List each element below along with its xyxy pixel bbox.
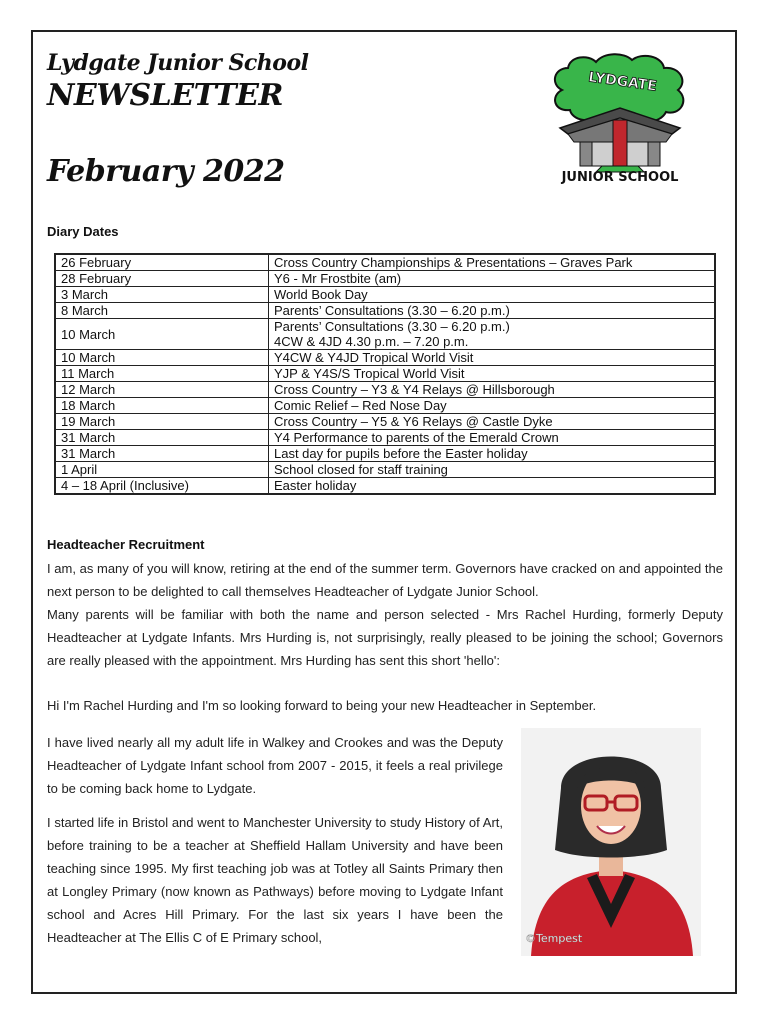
- diary-event: Cross Country – Y5 & Y6 Relays @ Castle Dyke: [269, 414, 716, 430]
- diary-event: Parents’ Consultations (3.30 – 6.20 p.m.): [269, 303, 716, 319]
- diary-date: 12 March: [55, 382, 269, 398]
- diary-date: 4 – 18 April (Inclusive): [55, 478, 269, 495]
- school-name: Lydgate Junior School: [47, 50, 309, 76]
- photo-watermark: ©Tempest: [525, 932, 583, 945]
- table-row: [55, 414, 715, 430]
- headteacher-photo: [521, 728, 701, 956]
- table-row: [55, 382, 715, 398]
- logo-bottom-text: JUNIOR SCHOOL: [561, 170, 679, 185]
- diary-event: Cross Country Championships & Presentations – Graves Park: [269, 254, 716, 271]
- diary-date: 10 March: [55, 319, 269, 350]
- diary-date: 18 March: [55, 398, 269, 414]
- diary-date: 11 March: [55, 366, 269, 382]
- diary-date: 26 February: [55, 254, 269, 271]
- diary-event: Last day for pupils before the Easter holiday: [269, 446, 716, 462]
- table-row: [55, 366, 715, 382]
- table-row: [55, 254, 715, 271]
- newsletter-title: NEWSLETTER: [47, 78, 283, 113]
- diary-event-multiline: [269, 319, 716, 350]
- diary-date: 31 March: [55, 430, 269, 446]
- diary-date: 8 March: [55, 303, 269, 319]
- diary-heading: Diary Dates: [47, 224, 119, 239]
- table-row: [55, 478, 715, 495]
- diary-event: YJP & Y4S/S Tropical World Visit: [269, 366, 716, 382]
- diary-event: Y4 Performance to parents of the Emerald Crown: [269, 430, 716, 446]
- diary-event: Y6 - Mr Frostbite (am): [269, 271, 716, 287]
- table-row: [55, 350, 715, 366]
- diary-date: 31 March: [55, 446, 269, 462]
- table-row: [55, 430, 715, 446]
- diary-event: School closed for staff training: [269, 462, 716, 478]
- school-logo: [540, 50, 700, 185]
- recruitment-paragraph-2: Many parents will be familiar with both the name and person selected - Mrs Rachel Hurding, formerly Deputy Headteacher at Lydgate Infants. Mrs Hurding is, not surprisingly, really pleased to be joining the school; Governors are really pleased with the appointment. Mrs Hurding has sent this short 'hello':: [47, 607, 723, 668]
- diary-event-line: 4CW & 4JD 4.30 p.m. – 7.20 p.m.: [274, 334, 469, 349]
- recruitment-heading: Headteacher Recruitment: [47, 537, 205, 552]
- hello-paragraph-3: I started life in Bristol and went to Manchester University to study History of Art, before training to be a teacher at Sheffield Hallam University and have been teaching since 1995. My first teaching job was at Totley all Saints Primary then at Longley Primary (now known as Pathways) before moving to Lydgate Infant school and Acres Hill Primary. For the last six years I have been the Headteacher at The Ellis C of E Primary school,: [47, 815, 503, 945]
- diary-event: Y4CW & Y4JD Tropical World Visit: [269, 350, 716, 366]
- diary-date: 3 March: [55, 287, 269, 303]
- diary-event-line: Parents’ Consultations (3.30 – 6.20 p.m.): [274, 319, 510, 334]
- hello-paragraph-2: I have lived nearly all my adult life in Walkey and Crookes and was the Deputy Headteacher of Lydgate Infant school from 2007 - 2015, it feels a real privilege to be coming back home to Lydgate.: [47, 735, 503, 796]
- table-row: [55, 271, 715, 287]
- table-row: [55, 287, 715, 303]
- hello-paragraph-1: Hi I'm Rachel Hurding and I'm so looking forward to being your new Headteacher in September.: [47, 698, 597, 713]
- diary-date: 1 April: [55, 462, 269, 478]
- diary-date: 10 March: [55, 350, 269, 366]
- diary-event: Comic Relief – Red Nose Day: [269, 398, 716, 414]
- table-row: [55, 303, 715, 319]
- diary-event: Cross Country – Y3 & Y4 Relays @ Hillsborough: [269, 382, 716, 398]
- table-row: [55, 462, 715, 478]
- diary-event: Easter holiday: [269, 478, 716, 495]
- table-row: [55, 319, 715, 350]
- diary-date: 28 February: [55, 271, 269, 287]
- diary-date: 19 March: [55, 414, 269, 430]
- diary-event: World Book Day: [269, 287, 716, 303]
- recruitment-paragraph-1: I am, as many of you will know, retiring at the end of the summer term. Governors have cracked on and appointed the next person to be delighted to call themselves Headteacher of Lydgate Junior School.: [47, 561, 723, 599]
- diary-table: [54, 253, 716, 495]
- table-row: [55, 398, 715, 414]
- table-row: [55, 446, 715, 462]
- newsletter-month: February 2022: [47, 154, 285, 189]
- logo-top-text: LYDGATE: [587, 69, 658, 95]
